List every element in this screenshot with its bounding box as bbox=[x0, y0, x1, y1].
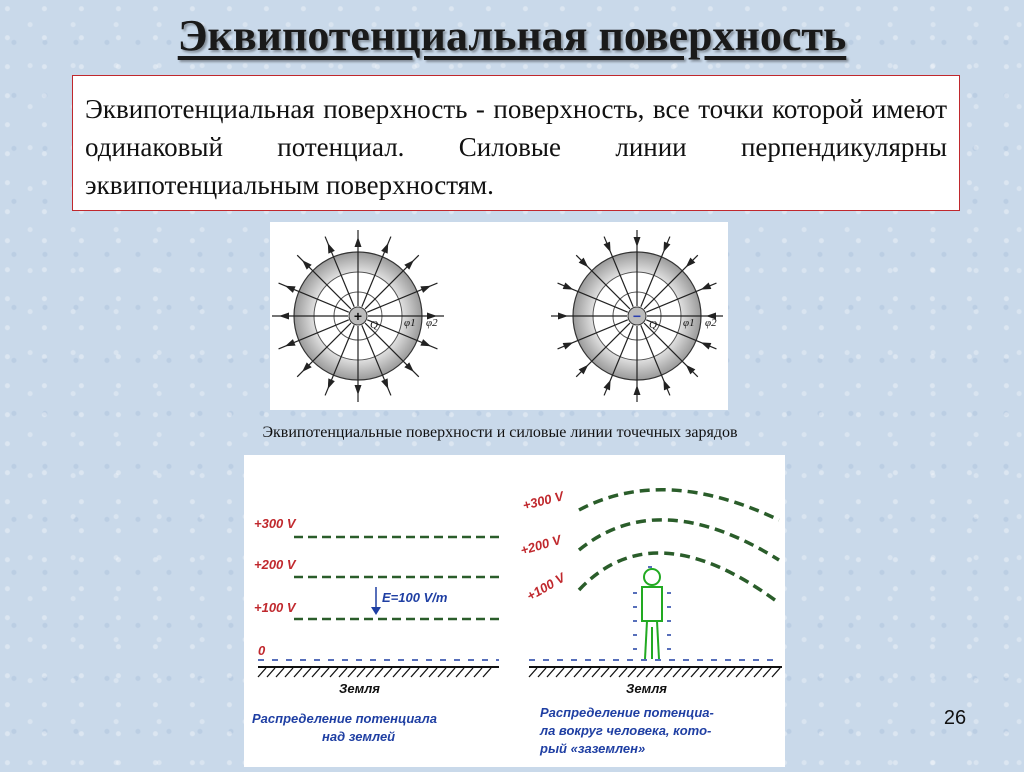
field-arrowhead bbox=[355, 385, 362, 395]
field-arrowhead bbox=[420, 286, 431, 293]
left-level-labels bbox=[254, 516, 297, 658]
hatch-mark bbox=[348, 668, 356, 677]
hatch-mark bbox=[628, 668, 636, 677]
hatch-mark bbox=[700, 668, 708, 677]
hatch-mark bbox=[375, 668, 383, 677]
hatch-mark bbox=[285, 668, 293, 677]
field-arrowhead bbox=[285, 339, 296, 346]
charge-sign: + bbox=[353, 308, 363, 324]
level-200-label: +200 V bbox=[254, 557, 296, 572]
hatch-mark bbox=[583, 668, 591, 677]
page-number: 26 bbox=[943, 707, 967, 729]
definition-text: Эквипотенциальная поверхность - поверхность, все точки которой имеют одинаковый потенциал. Силовые линии перпендикулярны эквипотенциальным поверхностям. bbox=[85, 94, 947, 200]
hatch-mark bbox=[718, 668, 726, 677]
hatch-mark bbox=[592, 668, 600, 677]
flat-equipotentials bbox=[294, 537, 499, 619]
ground-potential-svg bbox=[244, 455, 785, 767]
level-300-label: +300 V bbox=[254, 516, 296, 531]
grounded-person bbox=[642, 569, 662, 659]
hatch-mark bbox=[303, 668, 311, 677]
hatch-mark bbox=[655, 668, 663, 677]
ground-potential-figure bbox=[244, 455, 785, 767]
hatch-mark bbox=[258, 668, 266, 677]
field-arrowhead bbox=[381, 378, 388, 389]
hatch-mark bbox=[465, 668, 473, 677]
hatch-mark bbox=[682, 668, 690, 677]
charge-label: Q bbox=[370, 319, 378, 331]
positive-charge-diagram bbox=[272, 230, 444, 402]
field-arrowhead bbox=[328, 243, 335, 254]
hatch-mark bbox=[709, 668, 717, 677]
figure-caption: Эквипотенциальные поверхности и силовые линии точечных зарядов bbox=[262, 424, 738, 441]
hatch-mark bbox=[754, 668, 762, 677]
hatch-mark bbox=[610, 668, 618, 677]
hatch-mark bbox=[330, 668, 338, 677]
field-label: E=100 V/m bbox=[382, 590, 448, 605]
charge-sign: − bbox=[632, 308, 642, 324]
hatch-mark bbox=[294, 668, 302, 677]
hatch-mark bbox=[538, 668, 546, 677]
hatch-mark bbox=[547, 668, 555, 677]
hatch-mark bbox=[574, 668, 582, 677]
point-charges-figure bbox=[270, 222, 728, 410]
field-arrowhead bbox=[563, 283, 574, 290]
phi1-label: φ1 bbox=[683, 317, 695, 329]
hatch-mark bbox=[456, 668, 464, 677]
hatch-mark bbox=[366, 668, 374, 677]
field-arrowhead bbox=[328, 378, 335, 389]
right-ground-hatching bbox=[529, 668, 780, 677]
hatch-mark bbox=[529, 668, 537, 677]
phi2-label: φ2 bbox=[426, 317, 438, 329]
field-arrowhead bbox=[420, 339, 431, 346]
field-arrowhead bbox=[279, 313, 289, 320]
hatch-mark bbox=[447, 668, 455, 677]
hatch-mark bbox=[664, 668, 672, 677]
field-arrowhead bbox=[604, 380, 611, 391]
field-arrowhead bbox=[604, 242, 611, 253]
hatch-mark bbox=[483, 668, 491, 677]
curved-equipotentials bbox=[579, 490, 779, 603]
hatch-mark bbox=[276, 668, 284, 677]
field-arrowhead bbox=[663, 380, 670, 391]
hatch-mark bbox=[646, 668, 654, 677]
phi1-label: φ1 bbox=[404, 317, 416, 329]
hatch-mark bbox=[321, 668, 329, 677]
phi2-label: φ2 bbox=[705, 317, 717, 329]
level-0-label: 0 bbox=[258, 643, 266, 658]
hatch-mark bbox=[763, 668, 771, 677]
hatch-mark bbox=[339, 668, 347, 677]
hatch-mark bbox=[312, 668, 320, 677]
right-caption-line2: ла вокруг человека, кото- bbox=[540, 723, 712, 738]
right-caption-line3: рый «заземлен» bbox=[540, 741, 646, 756]
hatch-mark bbox=[673, 668, 681, 677]
hatch-mark bbox=[772, 668, 780, 677]
right-level-labels bbox=[519, 488, 569, 604]
left-caption-line1: Распределение потенциала bbox=[252, 711, 438, 726]
left-ground-hatching bbox=[258, 668, 491, 677]
hatch-mark bbox=[556, 668, 564, 677]
hatch-mark bbox=[565, 668, 573, 677]
hatch-mark bbox=[438, 668, 446, 677]
page-title: Эквипотенциальная поверхность bbox=[177, 11, 847, 60]
field-arrow bbox=[371, 587, 448, 615]
negative-charge-diagram bbox=[551, 230, 723, 402]
right-level-300-label: +300 V bbox=[521, 488, 566, 513]
right-level-100-label: +100 V bbox=[524, 569, 568, 604]
level-100-label: +100 V bbox=[254, 600, 296, 615]
hatch-mark bbox=[727, 668, 735, 677]
field-arrowhead bbox=[701, 342, 712, 349]
hatch-mark bbox=[601, 668, 609, 677]
hatch-mark bbox=[402, 668, 410, 677]
field-arrowhead bbox=[355, 237, 362, 247]
field-arrowhead bbox=[701, 283, 712, 290]
point-charges-svg bbox=[270, 222, 728, 410]
hatch-mark bbox=[691, 668, 699, 677]
hatch-mark bbox=[619, 668, 627, 677]
hatch-mark bbox=[474, 668, 482, 677]
hatch-mark bbox=[429, 668, 437, 677]
field-arrowhead bbox=[381, 243, 388, 254]
field-arrowhead bbox=[634, 237, 641, 247]
right-ground-label: Земля bbox=[626, 681, 667, 696]
right-level-200-label: +200 V bbox=[518, 532, 563, 558]
field-arrowhead bbox=[663, 242, 670, 253]
left-ground-label: Земля bbox=[339, 681, 380, 696]
left-caption-line2: над землей bbox=[322, 729, 396, 744]
definition-box bbox=[72, 75, 960, 211]
hatch-mark bbox=[745, 668, 753, 677]
hatch-mark bbox=[411, 668, 419, 677]
field-arrowhead bbox=[285, 286, 296, 293]
hatch-mark bbox=[637, 668, 645, 677]
hatch-mark bbox=[357, 668, 365, 677]
hatch-mark bbox=[736, 668, 744, 677]
hatch-mark bbox=[384, 668, 392, 677]
hatch-mark bbox=[420, 668, 428, 677]
right-caption-line1: Распределение потенциа- bbox=[540, 705, 714, 720]
hatch-mark bbox=[267, 668, 275, 677]
field-arrowhead bbox=[563, 342, 574, 349]
field-arrowhead bbox=[634, 385, 641, 395]
charge-label: Q bbox=[649, 319, 657, 331]
hatch-mark bbox=[393, 668, 401, 677]
field-arrowhead bbox=[558, 313, 568, 320]
